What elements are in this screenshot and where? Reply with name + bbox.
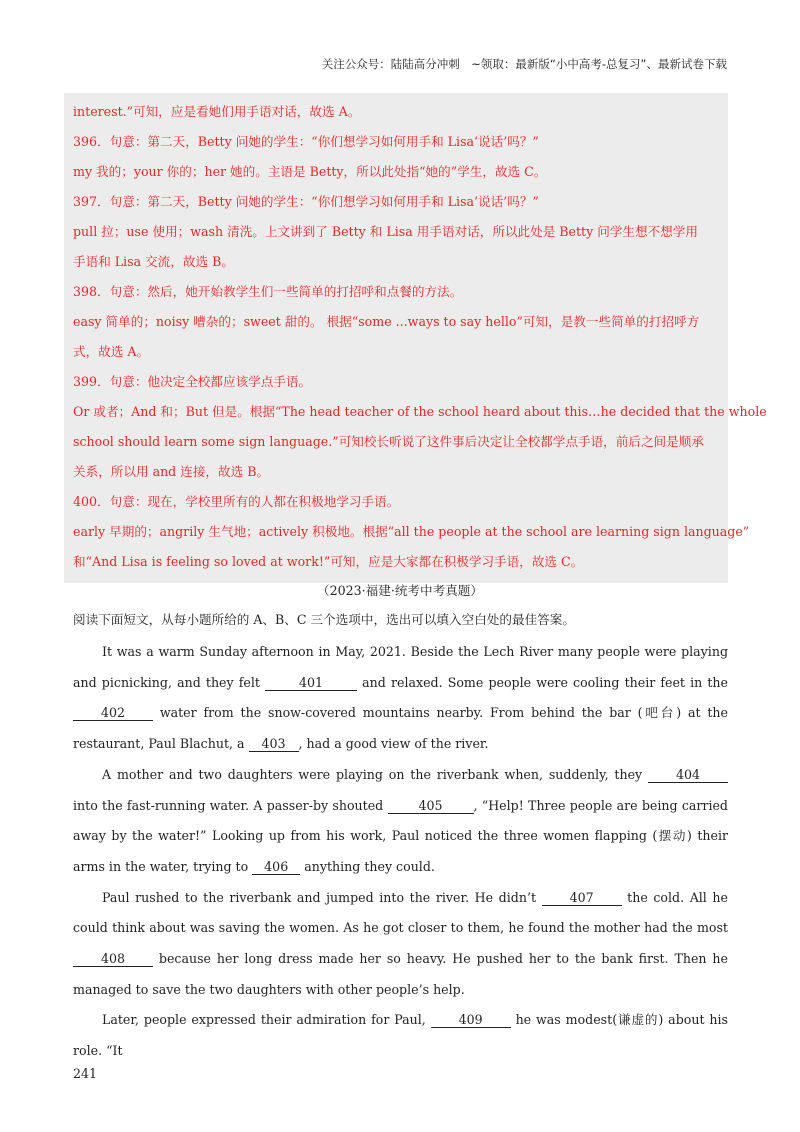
blank-401: 401	[265, 675, 357, 691]
blank-402: 402	[73, 705, 153, 721]
answer-line: 397．句意：第二天，Betty 问她的学生：“你们想学习如何用手和 Lisa‘说话’吗？”	[73, 194, 539, 209]
blank-409: 409	[431, 1012, 511, 1028]
passage-paragraph	[73, 760, 728, 883]
passage-text: and relaxed. Some people were cooling their feet in the	[357, 674, 728, 690]
answer-explanations	[64, 93, 767, 583]
page-header: 关注公众号：陆陆高分冲刺 ~领取：最新版“小中高考-总复习”、最新试卷下载	[321, 57, 727, 71]
blank-405: 405	[388, 798, 474, 814]
exam-source: （2023·福建·统考中考真题）	[317, 583, 483, 598]
answer-line: school should learn some sign language.”可知校长听说了这件事后决定让全校都学点手语，前后之间是顺承	[73, 434, 704, 449]
answer-line: 式，故选 A。	[73, 344, 150, 359]
passage-text: Paul rushed to the riverbank and jumped into the river. He didn’t	[102, 889, 542, 905]
passage-text: because her long dress made her so heavy. He pushed her to the bank first. Then he managed to save the two daughters with other people’s help.	[73, 951, 728, 997]
passage-text: It was a warm Sunday afternoon in May, 2021. Beside the Lech River many people were playing and picnicking, and they felt	[73, 644, 728, 690]
instruction: 阅读下面短文，从每小题所给的 A、B、C 三个选项中，选出可以填入空白处的最佳答案。	[73, 612, 575, 627]
blank-407: 407	[542, 890, 622, 906]
blank-403: 403	[249, 736, 299, 752]
passage-text: A mother and two daughters were playing on the riverbank when, suddenly, they	[102, 766, 648, 782]
passage-text: , had a good view of the river.	[298, 736, 489, 752]
answer-line: pull 拉；use 使用；wash 清洗。上文讲到了 Betty 和 Lisa 用手语对话，所以此处是 Betty 问学生想不想学用	[73, 224, 698, 239]
answer-line: easy 简单的；noisy 嘈杂的；sweet 甜的。 根据“some ...ways to say hello”可知，是教一些简单的打招呼方	[73, 314, 700, 329]
passage-text: anything they could.	[300, 858, 435, 874]
answer-line: 396．句意：第二天，Betty 问她的学生：“你们想学习如何用手和 Lisa‘说话’吗？”	[73, 134, 539, 149]
page-number: 241	[73, 1066, 98, 1081]
answer-line: my 我的；your 你的；her 她的。主语是 Betty，所以此处指“她的”学生，故选 C。	[73, 164, 547, 179]
answer-line: 400．句意：现在，学校里所有的人都在积极地学习手语。	[73, 494, 400, 509]
answer-line: 和“And Lisa is feeling so loved at work!”可知，应是大家都在积极学习手语，故选 C。	[73, 554, 584, 569]
answer-line: interest.”可知，应是看她们用手语对话，故选 A。	[73, 104, 361, 119]
answer-line: Or 或者；And 和；But 但是。根据“The head teacher of the school heard about this…he decided that the whole	[73, 404, 767, 419]
passage-text: he was modest(谦虚的) about his role. “It	[73, 1012, 728, 1059]
answer-line: 399．句意：他决定全校都应该学点手语。	[73, 374, 312, 389]
answer-line: 关系，所以用 and 连接，故选 B。	[73, 464, 270, 479]
blank-406: 406	[252, 859, 300, 875]
passage-text: into the fast-running water. A passer-by shouted	[73, 797, 388, 813]
reading-passage	[73, 637, 728, 1067]
passage-text: water from the snow-covered mountains nearby. From behind the bar (吧台) at the restaurant, Paul Blachut, a	[73, 705, 728, 752]
answer-line: 398．句意：然后，她开始教学生们一些简单的打招呼和点餐的方法。	[73, 284, 463, 299]
answer-line: 手语和 Lisa 交流，故选 B。	[73, 254, 234, 269]
blank-404: 404	[648, 767, 728, 783]
passage-paragraph	[73, 637, 728, 760]
answer-line: early 早期的；angrily 生气地；actively 积极地。根据“all the people at the school are learning sign language”	[73, 524, 750, 539]
passage-text: Later, people expressed their admiration for Paul,	[102, 1012, 431, 1028]
passage-paragraph	[73, 1005, 728, 1066]
passage-text: , “Help! Three people are being carried away by the water!” Looking up from his work, Paul noticed the three women flapping (摆动) their arms in the water, trying to	[73, 797, 728, 874]
blank-408: 408	[73, 951, 153, 967]
passage-paragraph	[73, 883, 728, 1006]
passage-text: the cold. All he could think about was saving the women. As he got closer to them, he found the mother had the most	[73, 889, 728, 936]
